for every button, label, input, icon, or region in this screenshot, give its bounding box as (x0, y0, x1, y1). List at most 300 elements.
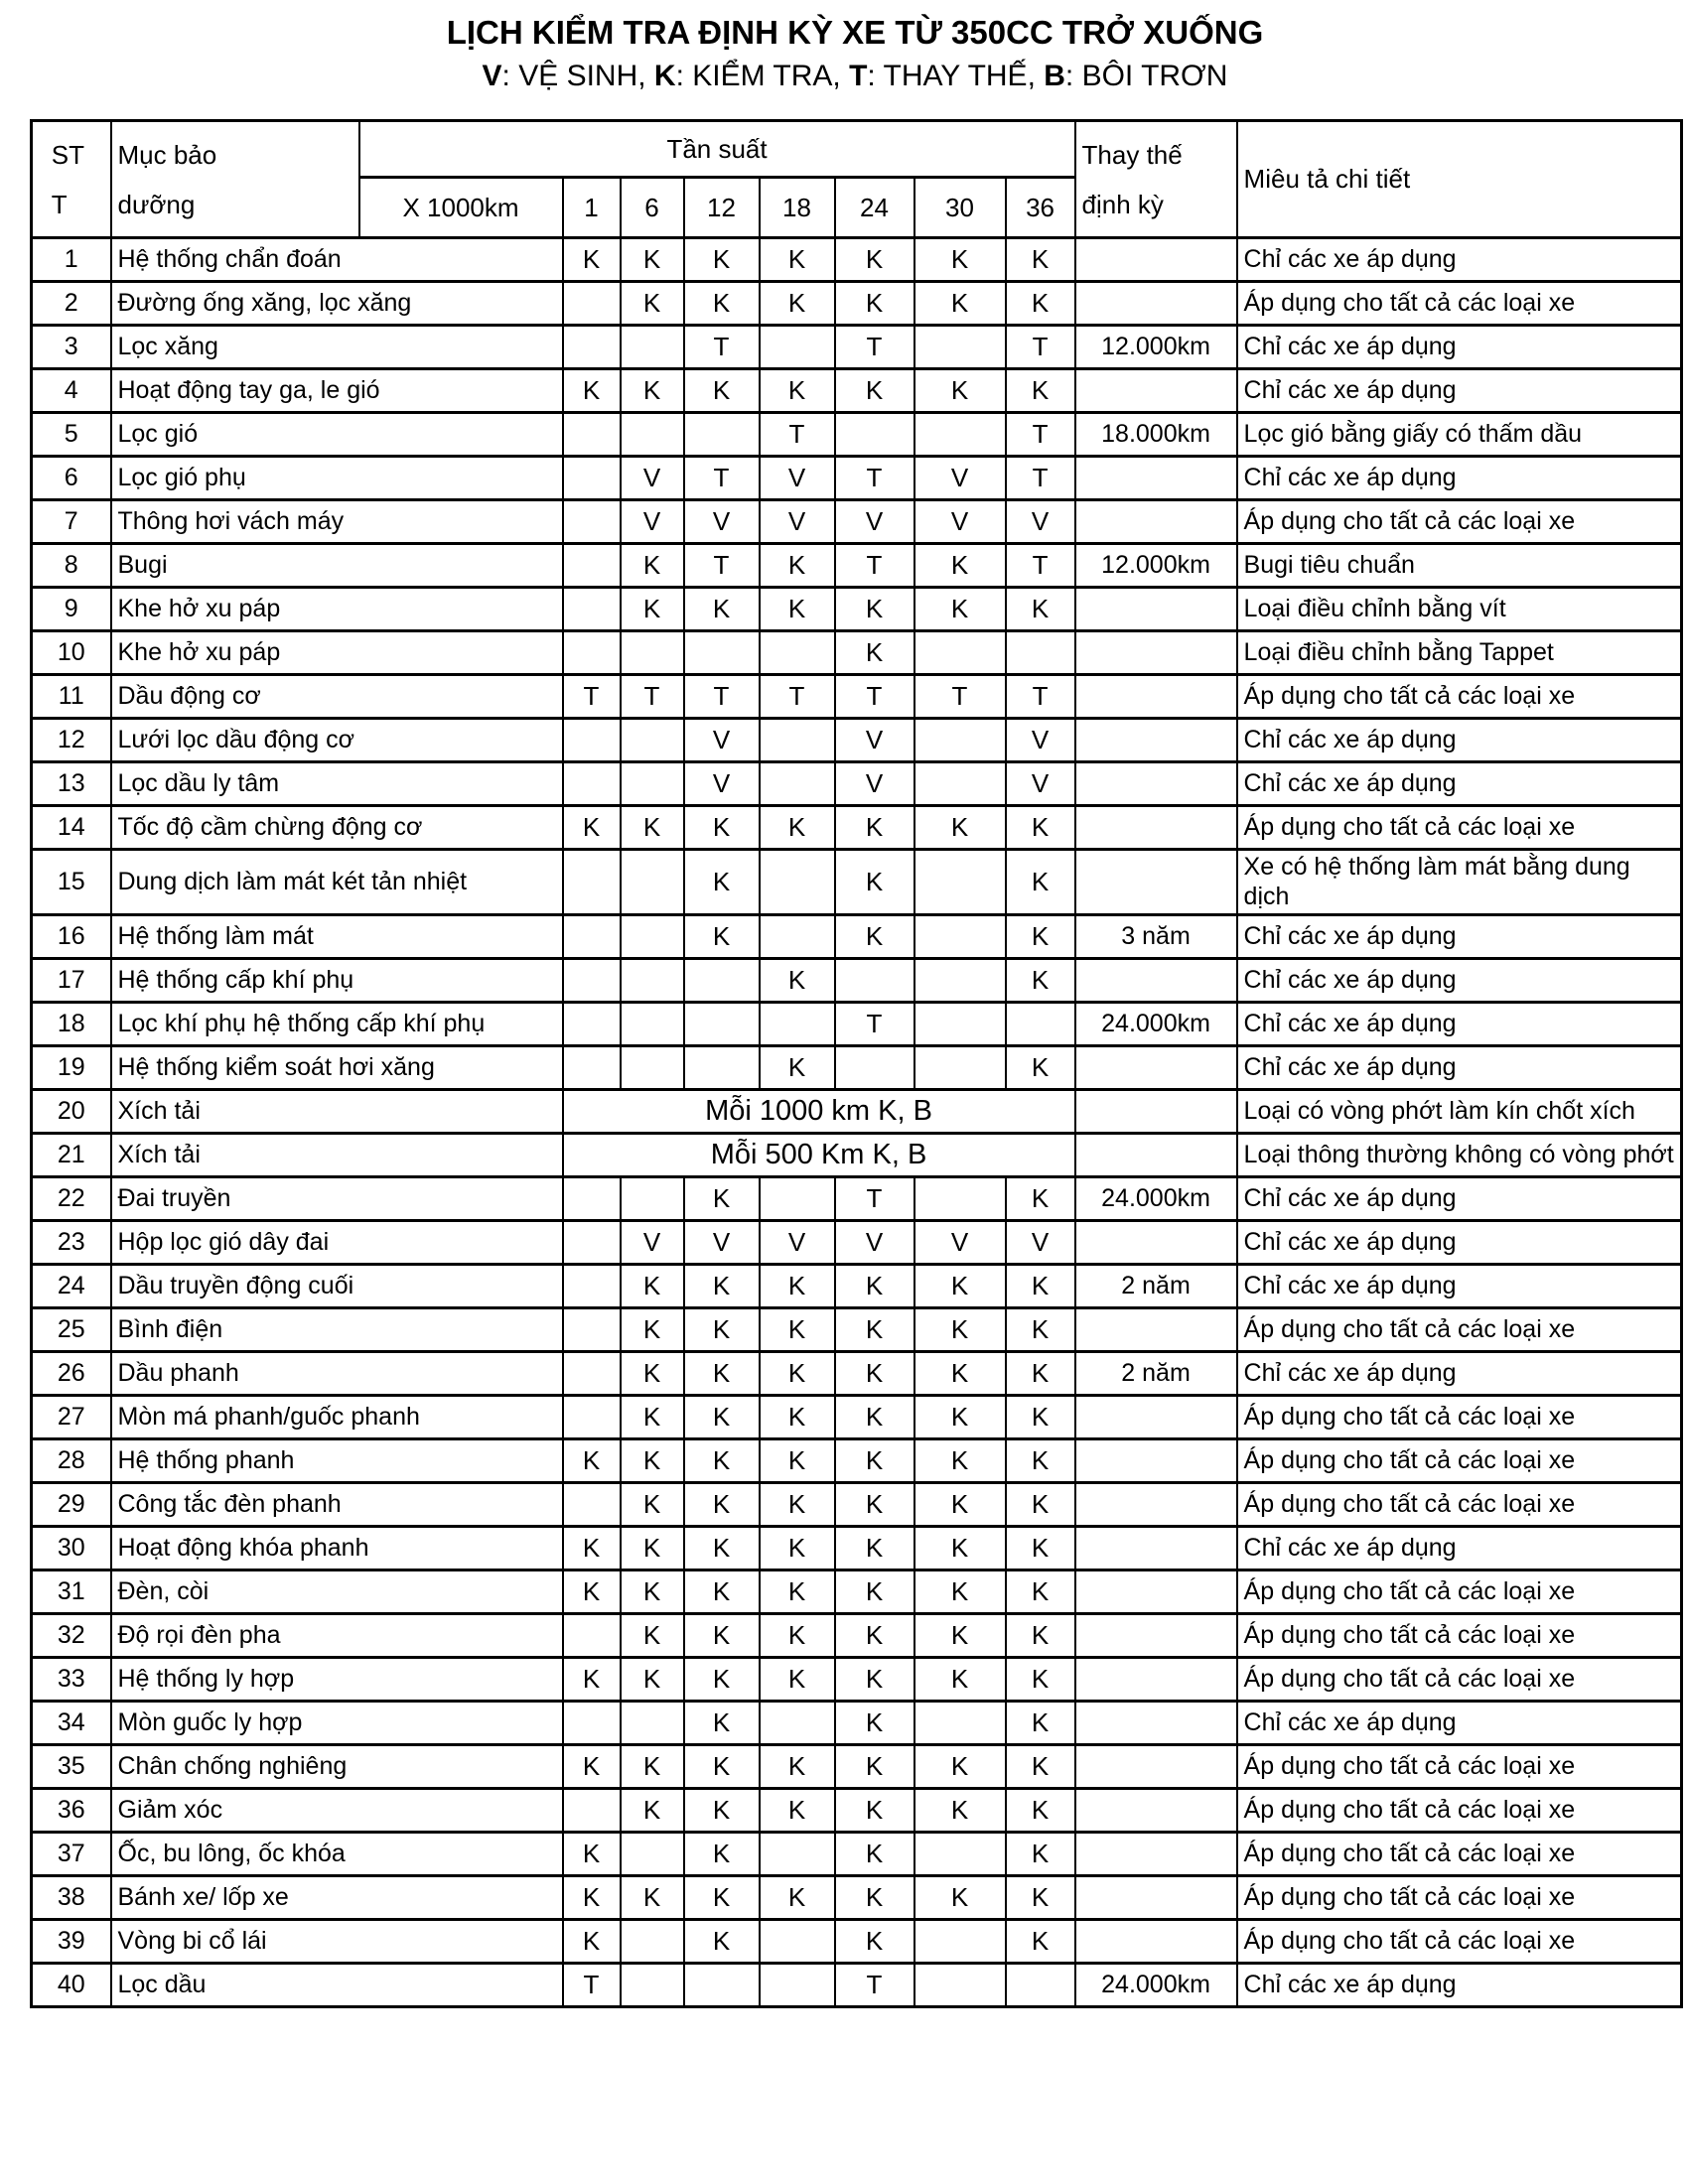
frequency-mark: K (835, 588, 914, 631)
frequency-mark: T (835, 1964, 914, 2007)
frequency-mark: T (835, 544, 914, 588)
frequency-mark (914, 762, 1006, 806)
item-description: Áp dụng cho tất cả các loại xe (1237, 500, 1682, 544)
frequency-mark (621, 959, 684, 1003)
frequency-mark: K (621, 588, 684, 631)
table-body (32, 238, 1682, 2007)
item-name: Độ rọi đèn pha (111, 1614, 563, 1658)
frequency-mark (563, 1177, 621, 1221)
table-row (32, 1265, 1682, 1308)
row-number: 16 (32, 915, 111, 959)
replace-interval (1075, 806, 1237, 850)
frequency-mark: K (760, 959, 835, 1003)
frequency-mark: K (1006, 282, 1075, 326)
frequency-mark (760, 631, 835, 675)
frequency-mark (563, 1702, 621, 1745)
frequency-mark: T (684, 326, 760, 369)
frequency-mark: K (914, 1745, 1006, 1789)
row-number: 10 (32, 631, 111, 675)
frequency-mark: K (914, 369, 1006, 413)
item-description: Áp dụng cho tất cả các loại xe (1237, 1439, 1682, 1483)
frequency-mark (914, 719, 1006, 762)
frequency-mark: K (1006, 1876, 1075, 1920)
item-name: Dầu động cơ (111, 675, 563, 719)
frequency-mark: K (760, 1570, 835, 1614)
frequency-mark: K (621, 1352, 684, 1396)
frequency-mark: V (1006, 762, 1075, 806)
item-description: Chỉ các xe áp dụng (1237, 719, 1682, 762)
frequency-mark: K (684, 1308, 760, 1352)
frequency-mark: K (563, 1745, 621, 1789)
table-row (32, 238, 1682, 282)
frequency-mark (914, 1177, 1006, 1221)
frequency-mark: K (684, 1745, 760, 1789)
item-name: Mòn guốc ly hợp (111, 1702, 563, 1745)
header-stt (32, 121, 111, 238)
replace-interval (1075, 719, 1237, 762)
frequency-mark: K (563, 238, 621, 282)
frequency-mark: K (1006, 238, 1075, 282)
frequency-mark: K (760, 282, 835, 326)
frequency-mark: K (621, 282, 684, 326)
item-description: Áp dụng cho tất cả các loại xe (1237, 1396, 1682, 1439)
item-description: Áp dụng cho tất cả các loại xe (1237, 1570, 1682, 1614)
frequency-mark: K (914, 1483, 1006, 1527)
item-name: Chân chống nghiêng (111, 1745, 563, 1789)
table-row (32, 850, 1682, 915)
frequency-mark (563, 1789, 621, 1833)
frequency-mark: K (760, 238, 835, 282)
row-number: 7 (32, 500, 111, 544)
replace-interval (1075, 1221, 1237, 1265)
frequency-mark: K (835, 1920, 914, 1964)
frequency-mark: K (621, 1614, 684, 1658)
frequency-mark: K (1006, 1352, 1075, 1396)
frequency-mark: T (914, 675, 1006, 719)
frequency-mark (621, 1177, 684, 1221)
frequency-mark: V (835, 500, 914, 544)
frequency-mark: K (760, 1046, 835, 1090)
item-name: Hoạt động khóa phanh (111, 1527, 563, 1570)
frequency-mark: K (621, 1439, 684, 1483)
frequency-mark: T (563, 675, 621, 719)
row-number: 29 (32, 1483, 111, 1527)
frequency-mark: T (684, 457, 760, 500)
item-description: Chỉ các xe áp dụng (1237, 1177, 1682, 1221)
row-number: 21 (32, 1134, 111, 1177)
frequency-mark: K (621, 544, 684, 588)
item-description: Áp dụng cho tất cả các loại xe (1237, 1745, 1682, 1789)
frequency-mark: K (1006, 1046, 1075, 1090)
frequency-mark: K (835, 1570, 914, 1614)
frequency-mark: K (621, 1265, 684, 1308)
replace-interval (1075, 1702, 1237, 1745)
legend (30, 60, 1680, 93)
frequency-mark: K (684, 1833, 760, 1876)
frequency-mark: K (914, 1527, 1006, 1570)
item-name: Dung dịch làm mát két tản nhiệt (111, 850, 563, 915)
row-number: 4 (32, 369, 111, 413)
frequency-mark: T (684, 544, 760, 588)
table-row (32, 1483, 1682, 1527)
frequency-mark: K (563, 1527, 621, 1570)
frequency-mark: K (760, 1658, 835, 1702)
frequency-mark: K (760, 1745, 835, 1789)
item-name: Lưới lọc dầu động cơ (111, 719, 563, 762)
frequency-mark (563, 588, 621, 631)
frequency-mark: K (835, 1352, 914, 1396)
frequency-mark (563, 631, 621, 675)
replace-interval (1075, 1876, 1237, 1920)
frequency-mark: K (563, 1833, 621, 1876)
frequency-mark: K (914, 1308, 1006, 1352)
frequency-mark: V (914, 500, 1006, 544)
frequency-mark: K (1006, 1920, 1075, 1964)
replace-interval (1075, 850, 1237, 915)
replace-interval (1075, 1527, 1237, 1570)
item-description: Áp dụng cho tất cả các loại xe (1237, 282, 1682, 326)
frequency-mark (760, 915, 835, 959)
frequency-mark: K (684, 1396, 760, 1439)
replace-interval (1075, 500, 1237, 544)
table-header (32, 121, 1682, 238)
frequency-mark: K (835, 1658, 914, 1702)
row-number: 25 (32, 1308, 111, 1352)
replace-interval (1075, 282, 1237, 326)
frequency-mark (563, 1396, 621, 1439)
frequency-mark: K (621, 238, 684, 282)
frequency-mark: K (760, 1439, 835, 1483)
item-description: Loại điều chỉnh bằng vít (1237, 588, 1682, 631)
row-number: 15 (32, 850, 111, 915)
frequency-mark: K (684, 1876, 760, 1920)
frequency-mark (914, 631, 1006, 675)
frequency-mark: K (835, 915, 914, 959)
header-interval-18: 18 (760, 178, 835, 238)
frequency-mark (563, 1614, 621, 1658)
row-number: 32 (32, 1614, 111, 1658)
frequency-mark: K (563, 1439, 621, 1483)
item-name: Hoạt động tay ga, le gió (111, 369, 563, 413)
frequency-mark (835, 1046, 914, 1090)
frequency-mark: K (621, 1396, 684, 1439)
item-name: Dầu phanh (111, 1352, 563, 1396)
replace-interval (1075, 1134, 1237, 1177)
frequency-mark: K (760, 1876, 835, 1920)
item-name: Đai truyền (111, 1177, 563, 1221)
frequency-mark: K (684, 1177, 760, 1221)
frequency-mark: K (835, 1483, 914, 1527)
row-number: 2 (32, 282, 111, 326)
frequency-mark: V (1006, 719, 1075, 762)
frequency-mark: K (835, 631, 914, 675)
frequency-mark: K (1006, 1658, 1075, 1702)
frequency-mark: K (835, 1439, 914, 1483)
frequency-mark: K (760, 588, 835, 631)
table-row (32, 915, 1682, 959)
frequency-mark: K (684, 238, 760, 282)
frequency-mark: K (760, 806, 835, 850)
frequency-mark (563, 1221, 621, 1265)
frequency-mark (563, 282, 621, 326)
replace-interval: 18.000km (1075, 413, 1237, 457)
table-row (32, 1833, 1682, 1876)
table-row (32, 1003, 1682, 1046)
frequency-mark: K (914, 238, 1006, 282)
frequency-mark: K (760, 1265, 835, 1308)
frequency-mark: K (914, 1614, 1006, 1658)
frequency-mark (684, 1046, 760, 1090)
row-number: 26 (32, 1352, 111, 1396)
frequency-mark: K (835, 1702, 914, 1745)
item-name: Đường ống xăng, lọc xăng (111, 282, 563, 326)
frequency-mark (760, 762, 835, 806)
frequency-mark (684, 631, 760, 675)
item-description: Áp dụng cho tất cả các loại xe (1237, 1658, 1682, 1702)
replace-interval: 3 năm (1075, 915, 1237, 959)
header-interval-36: 36 (1006, 178, 1075, 238)
frequency-mark: K (1006, 1439, 1075, 1483)
replace-interval (1075, 1046, 1237, 1090)
item-description: Áp dụng cho tất cả các loại xe (1237, 806, 1682, 850)
frequency-mark: K (1006, 1570, 1075, 1614)
frequency-mark: K (1006, 1833, 1075, 1876)
frequency-mark (914, 915, 1006, 959)
row-number: 11 (32, 675, 111, 719)
frequency-mark: K (914, 588, 1006, 631)
replace-interval (1075, 1308, 1237, 1352)
item-description: Bugi tiêu chuẩn (1237, 544, 1682, 588)
frequency-mark: K (563, 1920, 621, 1964)
item-name: Hệ thống cấp khí phụ (111, 959, 563, 1003)
frequency-mark (914, 959, 1006, 1003)
page-title: LỊCH KIỂM TRA ĐỊNH KỲ XE TỪ 350CC TRỞ XUỐNG (446, 14, 1264, 51)
item-description: Áp dụng cho tất cả các loại xe (1237, 1308, 1682, 1352)
legend-label: : KIỂM TRA, (675, 60, 850, 92)
frequency-mark: K (914, 1658, 1006, 1702)
table-row (32, 1920, 1682, 1964)
frequency-mark: K (760, 1308, 835, 1352)
item-description: Áp dụng cho tất cả các loại xe (1237, 1614, 1682, 1658)
table-row (32, 413, 1682, 457)
item-name: Lọc dầu (111, 1964, 563, 2007)
frequency-mark: K (914, 544, 1006, 588)
frequency-mark (914, 413, 1006, 457)
item-name: Lọc dầu ly tâm (111, 762, 563, 806)
frequency-mark: K (914, 806, 1006, 850)
maintenance-schedule-table (30, 119, 1683, 2008)
frequency-mark (914, 1920, 1006, 1964)
table-row (32, 959, 1682, 1003)
row-number: 19 (32, 1046, 111, 1090)
frequency-mark (563, 1483, 621, 1527)
frequency-mark: K (684, 1352, 760, 1396)
frequency-mark: K (684, 1483, 760, 1527)
replace-interval: 24.000km (1075, 1964, 1237, 2007)
item-name: Xích tải (111, 1134, 563, 1177)
frequency-mark: K (835, 238, 914, 282)
frequency-mark: T (1006, 413, 1075, 457)
header-interval-12: 12 (684, 178, 760, 238)
frequency-mark: K (1006, 806, 1075, 850)
legend-key: V (482, 60, 502, 92)
frequency-mark (621, 1920, 684, 1964)
frequency-mark (621, 326, 684, 369)
frequency-mark: K (760, 369, 835, 413)
table-row (32, 675, 1682, 719)
frequency-mark: V (760, 500, 835, 544)
frequency-mark: K (835, 1876, 914, 1920)
replace-interval (1075, 1483, 1237, 1527)
frequency-mark: K (563, 1876, 621, 1920)
item-description: Áp dụng cho tất cả các loại xe (1237, 675, 1682, 719)
frequency-mark: K (914, 1439, 1006, 1483)
frequency-mark (914, 326, 1006, 369)
row-number: 31 (32, 1570, 111, 1614)
item-description: Chỉ các xe áp dụng (1237, 1221, 1682, 1265)
frequency-mark (684, 959, 760, 1003)
item-name: Vòng bi cổ lái (111, 1920, 563, 1964)
frequency-mark: V (835, 762, 914, 806)
item-description: Chỉ các xe áp dụng (1237, 238, 1682, 282)
frequency-mark (621, 413, 684, 457)
table-row (32, 1745, 1682, 1789)
frequency-mark (914, 1003, 1006, 1046)
frequency-mark: K (684, 1920, 760, 1964)
frequency-mark: K (760, 1527, 835, 1570)
frequency-mark: K (563, 1658, 621, 1702)
frequency-mark: K (1006, 1789, 1075, 1833)
replace-interval: 24.000km (1075, 1003, 1237, 1046)
table-row (32, 719, 1682, 762)
frequency-mark (760, 1833, 835, 1876)
header-description: Miêu tả chi tiết (1237, 121, 1682, 238)
frequency-mark (914, 1964, 1006, 2007)
frequency-mark: K (760, 1352, 835, 1396)
row-number: 33 (32, 1658, 111, 1702)
frequency-mark: K (621, 1789, 684, 1833)
table-row (32, 1964, 1682, 2007)
item-name: Dầu truyền động cuối (111, 1265, 563, 1308)
replace-interval (1075, 457, 1237, 500)
frequency-mark: V (621, 1221, 684, 1265)
item-description: Áp dụng cho tất cả các loại xe (1237, 1789, 1682, 1833)
frequency-mark (563, 762, 621, 806)
table-row (32, 1134, 1682, 1177)
item-description: Chỉ các xe áp dụng (1237, 959, 1682, 1003)
frequency-mark: T (760, 675, 835, 719)
row-number: 27 (32, 1396, 111, 1439)
frequency-mark: V (835, 719, 914, 762)
item-description: Áp dụng cho tất cả các loại xe (1237, 1876, 1682, 1920)
frequency-mark: T (835, 1177, 914, 1221)
frequency-mark: K (835, 282, 914, 326)
frequency-mark (760, 850, 835, 915)
frequency-mark: T (621, 675, 684, 719)
frequency-mark: V (760, 1221, 835, 1265)
frequency-mark: V (621, 457, 684, 500)
frequency-mark (835, 959, 914, 1003)
item-description: Áp dụng cho tất cả các loại xe (1237, 1920, 1682, 1964)
table-row (32, 1396, 1682, 1439)
frequency-mark: K (1006, 1483, 1075, 1527)
item-description: Chỉ các xe áp dụng (1237, 1527, 1682, 1570)
frequency-mark (563, 457, 621, 500)
item-name: Công tắc đèn phanh (111, 1483, 563, 1527)
item-name: Lọc xăng (111, 326, 563, 369)
row-number: 5 (32, 413, 111, 457)
table-row (32, 1177, 1682, 1221)
table-row (32, 544, 1682, 588)
table-row (32, 1658, 1682, 1702)
header-interval-30: 30 (914, 178, 1006, 238)
frequency-mark: K (1006, 1308, 1075, 1352)
table-row (32, 369, 1682, 413)
frequency-mark (563, 413, 621, 457)
item-name: Khe hở xu páp (111, 588, 563, 631)
frequency-mark: K (684, 1614, 760, 1658)
frequency-mark: K (684, 1570, 760, 1614)
row-number: 12 (32, 719, 111, 762)
item-description: Loại thông thường không có vòng phớt (1237, 1134, 1682, 1177)
frequency-mark: T (760, 413, 835, 457)
header-replace-label: Thay thế định kỳ (1081, 139, 1183, 219)
frequency-mark: T (835, 675, 914, 719)
frequency-mark (914, 1702, 1006, 1745)
frequency-mark: K (835, 1265, 914, 1308)
header-interval-6: 6 (621, 178, 684, 238)
legend-key: K (653, 60, 676, 92)
frequency-mark: K (835, 806, 914, 850)
frequency-mark (563, 959, 621, 1003)
item-name: Tốc độ cầm chừng động cơ (111, 806, 563, 850)
replace-interval: 2 năm (1075, 1352, 1237, 1396)
row-number: 13 (32, 762, 111, 806)
frequency-mark: T (835, 326, 914, 369)
table-row (32, 1876, 1682, 1920)
item-description: Chỉ các xe áp dụng (1237, 1702, 1682, 1745)
row-number: 24 (32, 1265, 111, 1308)
item-description: Chỉ các xe áp dụng (1237, 1352, 1682, 1396)
frequency-mark: K (684, 806, 760, 850)
frequency-mark: K (835, 1396, 914, 1439)
frequency-mark: K (1006, 1527, 1075, 1570)
frequency-mark: K (835, 1789, 914, 1833)
frequency-mark: K (835, 369, 914, 413)
frequency-mark (760, 1964, 835, 2007)
frequency-mark: T (835, 457, 914, 500)
item-description: Xe có hệ thống làm mát bằng dung dịch (1237, 850, 1682, 915)
frequency-mark (563, 719, 621, 762)
row-number: 8 (32, 544, 111, 588)
frequency-mark: K (684, 1702, 760, 1745)
replace-interval (1075, 1745, 1237, 1789)
frequency-mark: K (1006, 369, 1075, 413)
table-row (32, 1046, 1682, 1090)
row-number: 1 (32, 238, 111, 282)
replace-interval (1075, 1570, 1237, 1614)
frequency-mark: V (914, 1221, 1006, 1265)
frequency-mark: K (914, 1265, 1006, 1308)
frequency-mark: T (1006, 675, 1075, 719)
header-frequency: Tần suất (359, 121, 1075, 178)
item-description: Loại có vòng phớt làm kín chốt xích (1237, 1090, 1682, 1134)
row-number: 20 (32, 1090, 111, 1134)
frequency-mark: K (621, 806, 684, 850)
replace-interval: 12.000km (1075, 544, 1237, 588)
frequency-mark (621, 1003, 684, 1046)
frequency-mark (563, 1308, 621, 1352)
